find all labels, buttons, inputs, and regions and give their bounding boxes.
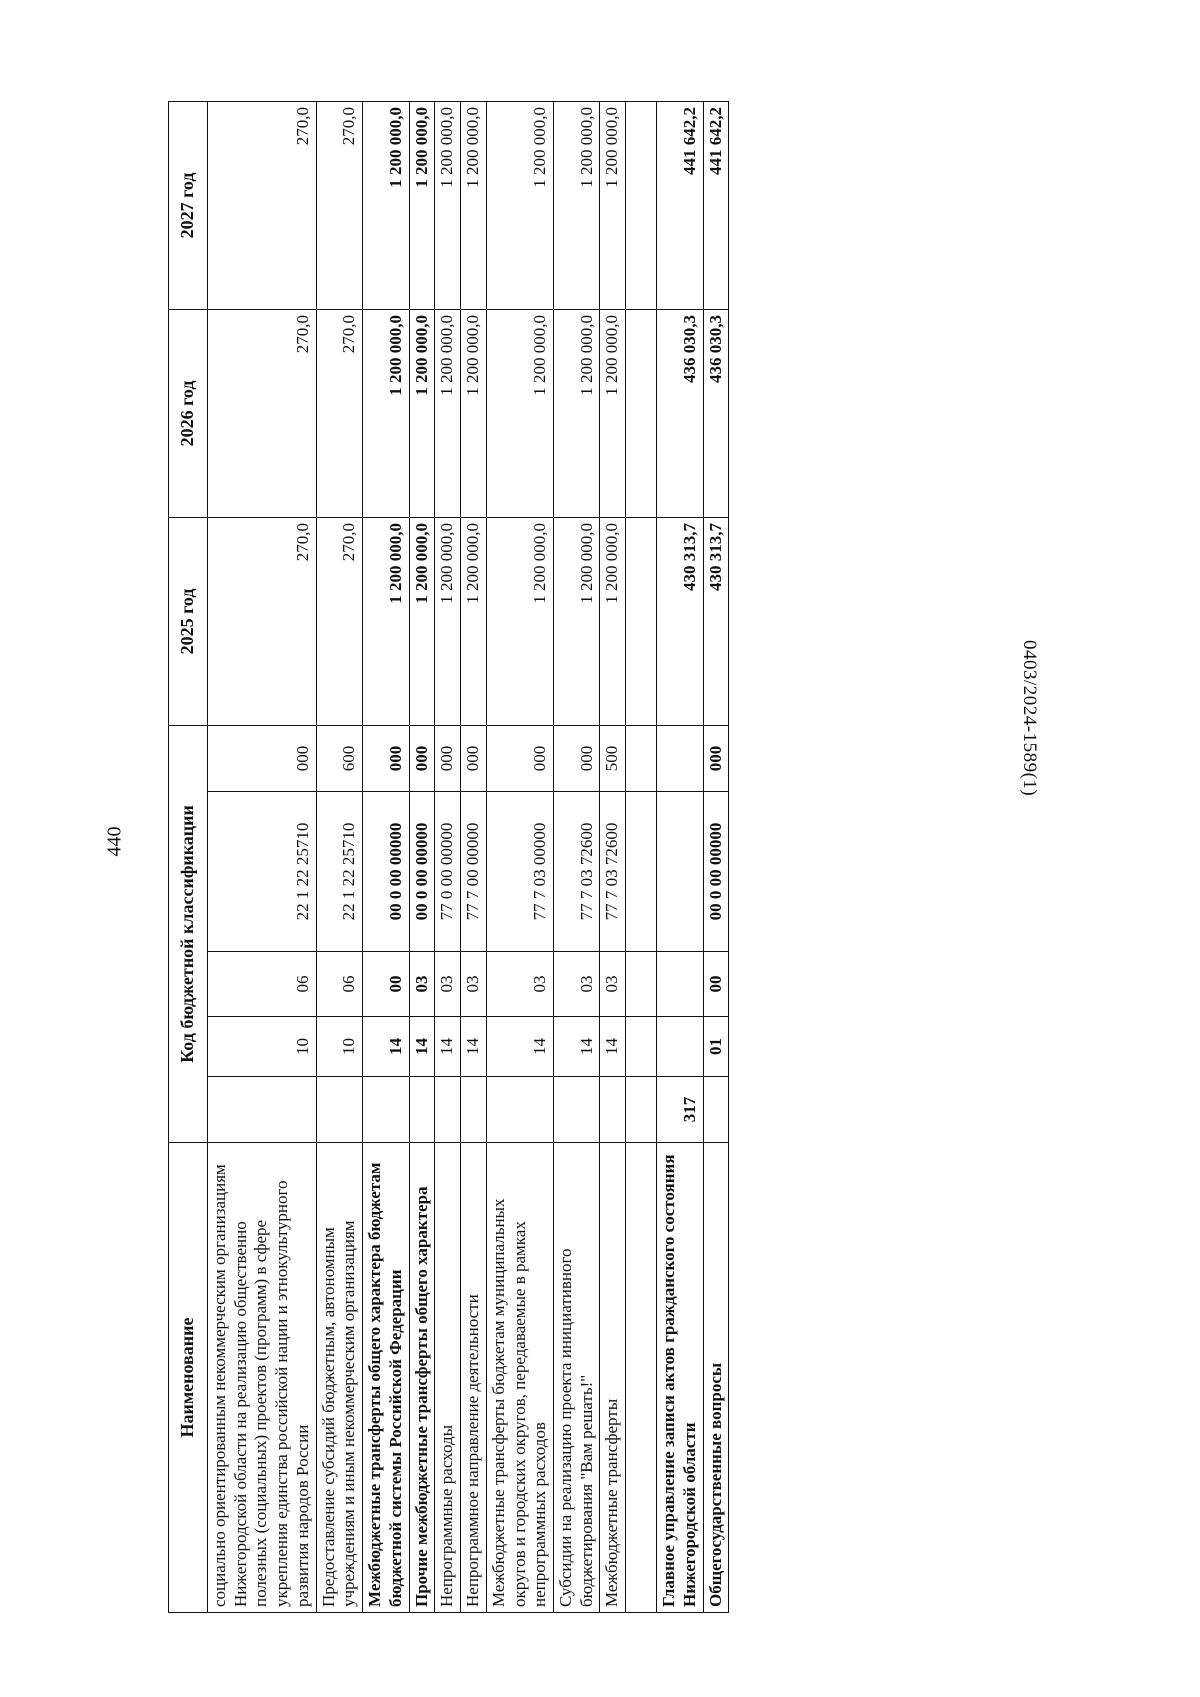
cell-code-ministry — [553, 1077, 599, 1143]
cell-2025: 1 200 000,0 — [486, 517, 553, 725]
cell-code-target: 77 7 03 72600 — [553, 792, 599, 952]
cell-code-ministry — [600, 1077, 626, 1143]
cell-empty — [626, 1077, 657, 1143]
cell-2027: 1 200 000,0 — [553, 101, 599, 309]
cell-2025: 1 200 000,0 — [600, 517, 626, 725]
cell-name: Субсидии на реализацию проекта инициативного бюджетирования "Вам решать!" — [553, 1143, 599, 1613]
cell-code-subsection: 03 — [435, 952, 461, 1017]
cell-code-section: 10 — [316, 1017, 362, 1077]
cell-code-subsection: 03 — [409, 952, 435, 1017]
cell-2027: 1 200 000,0 — [363, 101, 409, 309]
header-2026: 2026 год — [169, 309, 208, 517]
cell-name: Межбюджетные трансферты бюджетам муниципальных округов и городских округов, передаваемые в рамках непрограммных расходов — [486, 1143, 553, 1613]
cell-code-target — [657, 792, 703, 952]
cell-2025: 1 200 000,0 — [363, 517, 409, 725]
cell-2025: 270,0 — [207, 517, 316, 725]
cell-empty — [626, 517, 657, 725]
cell-name: Прочие межбюджетные трансферты общего характера — [409, 1143, 435, 1613]
cell-code-type: 000 — [703, 725, 729, 791]
cell-2026: 436 030,3 — [703, 309, 729, 517]
cell-2027: 1 200 000,0 — [435, 101, 461, 309]
cell-code-ministry — [409, 1077, 435, 1143]
cell-code-section: 10 — [207, 1017, 316, 1077]
cell-code-target: 77 0 00 00000 — [435, 792, 461, 952]
table-row — [657, 101, 703, 1612]
cell-2027: 1 200 000,0 — [600, 101, 626, 309]
cell-2027: 441 642,2 — [703, 101, 729, 309]
cell-code-ministry: 317 — [657, 1077, 703, 1143]
header-2025: 2025 год — [169, 517, 208, 725]
budget-table-container — [168, 103, 729, 1613]
table-row — [461, 101, 487, 1612]
table-row — [486, 101, 553, 1612]
cell-2026: 270,0 — [207, 309, 316, 517]
cell-code-ministry — [461, 1077, 487, 1143]
cell-code-section: 14 — [553, 1017, 599, 1077]
cell-code-subsection: 00 — [703, 952, 729, 1017]
cell-code-subsection: 03 — [600, 952, 626, 1017]
cell-2025: 270,0 — [316, 517, 362, 725]
cell-code-subsection: 06 — [316, 952, 362, 1017]
cell-code-type: 000 — [486, 725, 553, 791]
cell-name: Непрограммное направление деятельности — [461, 1143, 487, 1613]
cell-code-section: 01 — [703, 1017, 729, 1077]
table-row — [435, 101, 461, 1612]
cell-2027: 1 200 000,0 — [409, 101, 435, 309]
cell-code-type: 000 — [363, 725, 409, 791]
cell-code-section: 14 — [600, 1017, 626, 1077]
table-body — [207, 101, 728, 1612]
table-row — [553, 101, 599, 1612]
cell-empty — [626, 792, 657, 952]
table-row — [703, 101, 729, 1612]
cell-name: Общегосударственные вопросы — [703, 1143, 729, 1613]
cell-code-target: 22 1 22 25710 — [316, 792, 362, 952]
cell-2026: 1 200 000,0 — [553, 309, 599, 517]
cell-2025: 430 313,7 — [703, 517, 729, 725]
cell-empty — [626, 1143, 657, 1613]
cell-code-section — [657, 1017, 703, 1077]
cell-code-subsection: 03 — [486, 952, 553, 1017]
cell-2025: 1 200 000,0 — [435, 517, 461, 725]
header-code-group: Код бюджетной классификации — [169, 725, 208, 1142]
cell-code-subsection: 00 — [363, 952, 409, 1017]
cell-code-target: 77 7 03 72600 — [600, 792, 626, 952]
cell-2027: 270,0 — [207, 101, 316, 309]
table-row — [363, 101, 409, 1612]
cell-code-section: 14 — [363, 1017, 409, 1077]
cell-2025: 1 200 000,0 — [461, 517, 487, 725]
page-number: 440 — [103, 826, 126, 857]
cell-2026: 1 200 000,0 — [461, 309, 487, 517]
cell-2027: 1 200 000,0 — [461, 101, 487, 309]
cell-code-ministry — [703, 1077, 729, 1143]
cell-2026: 1 200 000,0 — [435, 309, 461, 517]
header-name: Наименование — [169, 1143, 208, 1613]
cell-empty — [626, 309, 657, 517]
cell-2025: 1 200 000,0 — [409, 517, 435, 725]
cell-2026: 436 030,3 — [657, 309, 703, 517]
cell-code-type: 500 — [600, 725, 626, 791]
cell-2027: 441 642,2 — [657, 101, 703, 309]
cell-2026: 1 200 000,0 — [600, 309, 626, 517]
cell-2026: 1 200 000,0 — [486, 309, 553, 517]
header-2027: 2027 год — [169, 101, 208, 309]
cell-code-ministry — [486, 1077, 553, 1143]
cell-code-section: 14 — [486, 1017, 553, 1077]
table-spacer-row — [626, 101, 657, 1612]
document-code: 0403/2024-1589(1) — [1019, 640, 1040, 797]
table-row — [207, 101, 316, 1612]
cell-code-section: 14 — [461, 1017, 487, 1077]
cell-2025: 430 313,7 — [657, 517, 703, 725]
cell-code-target: 00 0 00 00000 — [363, 792, 409, 952]
cell-empty — [626, 1017, 657, 1077]
budget-table — [168, 101, 729, 1613]
table-row — [316, 101, 362, 1612]
cell-code-target: 00 0 00 00000 — [409, 792, 435, 952]
cell-code-type: 600 — [316, 725, 362, 791]
cell-code-target: 00 0 00 00000 — [703, 792, 729, 952]
cell-code-type: 000 — [553, 725, 599, 791]
cell-code-ministry — [207, 1077, 316, 1143]
cell-empty — [626, 952, 657, 1017]
cell-2027: 1 200 000,0 — [486, 101, 553, 309]
cell-code-section: 14 — [435, 1017, 461, 1077]
cell-code-section: 14 — [409, 1017, 435, 1077]
cell-code-type: 000 — [435, 725, 461, 791]
cell-code-target: 22 1 22 25710 — [207, 792, 316, 952]
cell-code-subsection: 03 — [461, 952, 487, 1017]
cell-name: Межбюджетные трансферты — [600, 1143, 626, 1613]
cell-2026: 1 200 000,0 — [363, 309, 409, 517]
cell-code-ministry — [316, 1077, 362, 1143]
cell-code-target: 77 7 03 00000 — [486, 792, 553, 952]
cell-empty — [626, 101, 657, 309]
table-header-row — [169, 101, 208, 1612]
cell-empty — [626, 725, 657, 791]
cell-code-type: 000 — [207, 725, 316, 791]
cell-code-subsection: 06 — [207, 952, 316, 1017]
cell-code-type: 000 — [461, 725, 487, 791]
cell-name: Главное управление записи актов гражданского состояния Нижегородской области — [657, 1143, 703, 1613]
cell-code-type: 000 — [409, 725, 435, 791]
cell-name: Непрограммные расходы — [435, 1143, 461, 1613]
cell-name: Предоставление субсидий бюджетным, автономным учреждениям и иным некоммерческим организациям — [316, 1143, 362, 1613]
table-row — [600, 101, 626, 1612]
cell-code-ministry — [363, 1077, 409, 1143]
cell-name: социально ориентированным некоммерческим организациям Нижегородской области на реализацию общественно полезных (социальных) проектов (программ) в сфере укрепления единства российской нации и этнокультурного развития народов России — [207, 1143, 316, 1613]
cell-code-target: 77 7 00 00000 — [461, 792, 487, 952]
cell-2026: 270,0 — [316, 309, 362, 517]
cell-code-ministry — [435, 1077, 461, 1143]
cell-code-type — [657, 725, 703, 791]
cell-name: Межбюджетные трансферты общего характера бюджетам бюджетной системы Российской Федерации — [363, 1143, 409, 1613]
cell-code-subsection — [657, 952, 703, 1017]
cell-code-subsection: 03 — [553, 952, 599, 1017]
cell-2025: 1 200 000,0 — [553, 517, 599, 725]
cell-2027: 270,0 — [316, 101, 362, 309]
table-row — [409, 101, 435, 1612]
cell-2026: 1 200 000,0 — [409, 309, 435, 517]
